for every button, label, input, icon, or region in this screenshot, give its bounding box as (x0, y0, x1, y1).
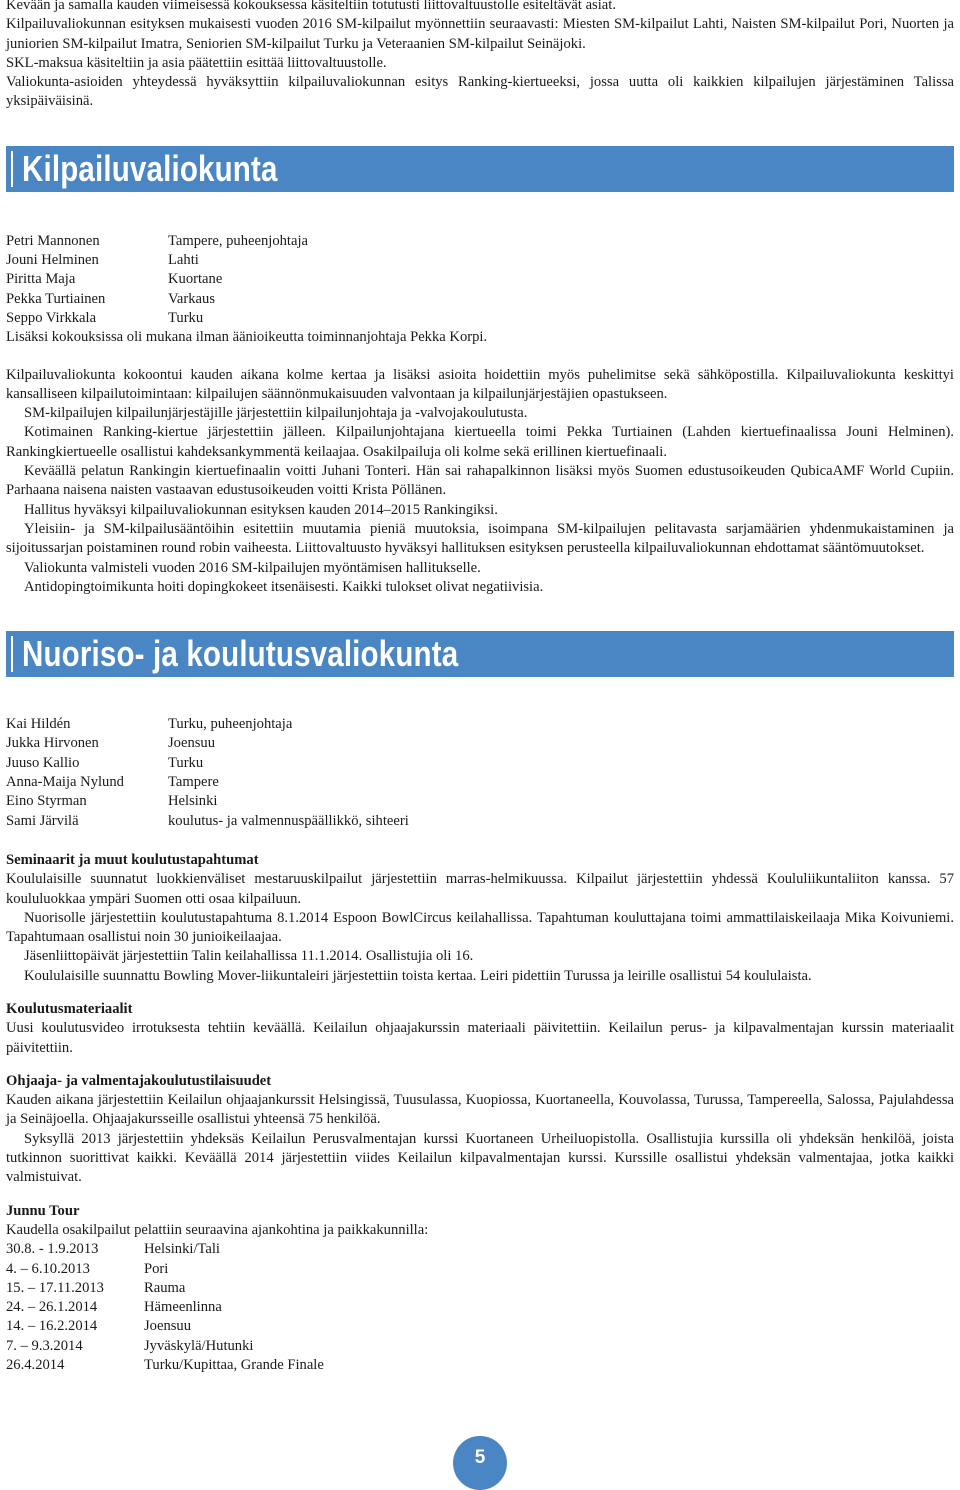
materiaalit-heading: Koulutusmateriaalit (6, 1000, 133, 1017)
member-role: Turku (168, 309, 204, 326)
seminaarit-paragraph: Koululaisille suunnattu Bowling Mover-liikuntaleiri järjestettiin toista kertaa. Leiri pidettiin Turussa ja leirille osallistui 54 koululaista. (24, 967, 812, 984)
junnu-tour-schedule (6, 1240, 954, 1375)
junnu-tour-heading: Junnu Tour (6, 1202, 80, 1219)
member-row (6, 773, 954, 792)
kilpailu-paragraph: Kilpailuvaliokunta kokoontui kauden aikana kolme kertaa ja lisäksi asioita hoidettiin myös puhelimitse sekä sähköpostilla. Kilpailuvaliokunta keskittyi kansalliseen kilpailutoimintaan: kilpailujen säännönmukaisuuden valvontaan ja kilpailunjärjestäjien opastukseen. (6, 366, 954, 402)
event-row (6, 1279, 954, 1298)
kilpailuvaliokunta-heading: Kilpailuvaliokunta (6, 146, 954, 192)
intro-paragraph-1: Kevään ja samalla kauden viimeisessä kokouksessa käsiteltiin totutusti liittovaltuustolle esiteltävät asiat. (6, 0, 616, 13)
seminaarit-paragraph: Nuorisolle järjestettiin koulutustapahtuma 8.1.2014 Espoon BowlCircus keilahallissa. Tapahtuman kouluttajana toimi ammattilaiskeilaaja Mika Koivuniemi. Tapahtumaan osallistui noin 30 junioikeilaajaa. (6, 909, 954, 946)
member-name: Seppo Virkkala (6, 309, 97, 326)
kilpailu-paragraph: Kotimainen Ranking-kiertue järjestettiin jälleen. Kilpailunjohtajana kiertueella toimi Pekka Turtiainen (Lahden kiertuefinaalissa Jouni Helminen). Rankingkiertueelle osallistui kahdeksankymmentä keilaajaa. Osakilpailuja oli kolme sekä erillinen kiertuefinaali. (6, 424, 954, 460)
member-row (6, 251, 954, 270)
event-row (6, 1240, 954, 1259)
event-date: 26.4.2014 (6, 1357, 65, 1374)
seminaarit-heading: Seminaarit ja muut koulutustapahtumat (6, 851, 259, 868)
kilpailu-paragraph: Antidopingtoimikunta hoiti dopingkokeet itsenäisesti. Kaikki tulokset olivat negatiivisia. (24, 578, 544, 595)
ohjaaja-paragraph: Syksyllä 2013 järjestettiin yhdeksäs Keilailun Perusvalmentajan kurssi Kuortaneen Urheiluopistolla. Osallistujia kurssilla oli yhdeksän henkilöä, joista tutkinnon suorittivat kaikki. Keväällä 2014 järjestettiin viides Keilailun kilpavalmentajan kurssi. Kurssille osallistui yhdeksän valmentajaa, jotka kaikki valmistuivat. (6, 1130, 954, 1186)
member-row (6, 754, 954, 773)
intro-paragraph-4: Valiokunta-asioiden yhteydessä hyväksyttiin kilpailuvaliokunnan esitys Ranking-kiertueeksi, jossa uutta oli kaikkien kilpailujen järjestäminen Talissa yksipäiväisinä. (6, 74, 954, 110)
member-row (6, 270, 954, 289)
event-date: 30.8. - 1.9.2013 (6, 1241, 99, 1258)
kilpailu-paragraph: Valiokunta valmisteli vuoden 2016 SM-kilpailujen myöntämisen hallitukselle. (24, 559, 481, 576)
member-name: Petri Mannonen (6, 232, 100, 249)
event-place: Rauma (144, 1279, 186, 1296)
event-date: 7. – 9.3.2014 (6, 1337, 83, 1354)
kilpailu-paragraph: SM-kilpailujen kilpailunjärjestäjille järjestettiin kilpailunjohtaja ja -valvojakoulutusta. (24, 405, 528, 422)
ohjaaja-paragraph: Kauden aikana järjestettiin Keilailun ohjaajankurssit Helsingissä, Tuusulassa, Kuopiossa, Kuortaneella, Kouvolassa, Turussa, Tampereella, Salossa, Pajulahdessa ja Seinäjoella. Ohjaajakursseille osallistui yhteensä 75 henkilöä. (6, 1092, 954, 1128)
member-name: Anna-Maija Nylund (6, 774, 124, 791)
member-role: Kuortane (168, 271, 223, 288)
member-row (6, 232, 954, 251)
junnu-tour-intro: Kaudella osakilpailut pelattiin seuraavina ajankohtina ja paikkakunnilla: (6, 1221, 429, 1238)
nuoriso-member-list (6, 715, 954, 831)
intro-paragraph-2: Kilpailuvaliokunnan esityksen mukaisesti vuoden 2016 SM-kilpailut myönnettiin seuraavasti: Miesten SM-kilpailut Lahti, Naisten SM-kilpailut Pori, Nuorten ja juniorien SM-kilpailut Imatra, Seniorien SM-kilpailut Turku ja Veteraanien SM-kilpailut Seinäjoki. (6, 16, 954, 52)
member-name: Jouni Helminen (6, 252, 99, 269)
seminaarit-paragraph: Jäsenliittopäivät järjestettiin Talin keilahallissa 11.1.2014. Osallistujia oli 16. (24, 948, 474, 965)
materiaalit-paragraph: Uusi koulutusvideo irrotuksesta tehtiin keväällä. Keilailun ohjaajakurssin materiaali päivitettiin. Keilailun perus- ja kilpavalmentajan kurssin materiaalit päivitettiin. (6, 1020, 954, 1056)
member-role: Turku, puheenjohtaja (168, 716, 293, 733)
event-place: Helsinki/Tali (144, 1241, 220, 1258)
member-row (6, 715, 954, 734)
member-role: Lahti (168, 252, 199, 269)
member-role: koulutus- ja valmennuspäällikkö, sihteeri (168, 812, 409, 829)
kilpailu-paragraph: Yleisiin- ja SM-kilpailusääntöihin esitettiin muutamia pieniä muutoksia, isoimpana SM-kilpailujen pelitavasta sarjamäärien yhdenmukaistaminen ja sijoitussarjan poistaminen round robin vaiheesta. Liittovaltuusto hyväksyi hallituksen esityksen perusteella kilpailuvaliokunnan ehdottamat sääntömuutokset. (6, 520, 954, 557)
member-row (6, 309, 954, 328)
document-page (6, 0, 954, 1375)
kilpailu-member-list (6, 232, 954, 328)
event-place: Pori (144, 1260, 169, 1277)
seminaarit-paragraph: Koululaisille suunnatut luokkienväliset mestaruuskilpailut järjestettiin marras-helmikuussa. Kilpailut järjestettiin yhdessä Koululiikuntaliiton kanssa. 57 koululuokkaa ympäri Suomen otti osaa kilpailuun. (6, 871, 954, 907)
member-role: Helsinki (168, 793, 218, 810)
event-row (6, 1298, 954, 1317)
member-role: Tampere, puheenjohtaja (168, 232, 308, 249)
kilpailu-paragraph: Keväällä pelatun Rankingin kiertuefinaalin voitti Juhani Tonteri. Hän sai rahapalkinnon lisäksi myös Suomen edustusoikeuden QubicaAMF World Cupiin. Parhaana naisena naisten vastaavan edustusoikeuden voitti Krista Pöllänen. (6, 463, 954, 499)
event-date: 15. – 17.11.2013 (6, 1279, 104, 1296)
member-name: Jukka Hirvonen (6, 735, 99, 752)
event-place: Joensuu (144, 1318, 192, 1335)
event-row (6, 1260, 954, 1279)
event-date: 24. – 26.1.2014 (6, 1299, 98, 1316)
event-place: Jyväskylä/Hutunki (144, 1337, 254, 1354)
member-row (6, 734, 954, 753)
event-place: Hämeenlinna (144, 1299, 222, 1316)
member-name: Piritta Maja (6, 271, 76, 288)
event-row (6, 1317, 954, 1336)
member-role: Turku (168, 754, 204, 771)
event-row (6, 1337, 954, 1356)
kilpailu-paragraph: Hallitus hyväksyi kilpailuvaliokunnan esityksen kauden 2014–2015 Rankingiksi. (24, 501, 498, 518)
event-place: Turku/Kupittaa, Grande Finale (144, 1357, 324, 1374)
member-row (6, 812, 954, 831)
member-role: Varkaus (168, 290, 216, 307)
member-row (6, 792, 954, 811)
member-role: Joensuu (168, 735, 216, 752)
member-name: Pekka Turtiainen (6, 290, 106, 307)
member-name: Sami Järvilä (6, 812, 79, 829)
member-role: Tampere (168, 774, 219, 791)
member-name: Kai Hildén (6, 716, 71, 733)
page-number: 5 (453, 1436, 507, 1490)
member-row (6, 290, 954, 309)
event-date: 14. – 16.2.2014 (6, 1318, 98, 1335)
intro-paragraph-3: SKL-maksua käsiteltiin ja asia päätettiin esittää liittovaltuustolle. (6, 54, 387, 71)
member-name: Eino Styrman (6, 793, 87, 810)
event-date: 4. – 6.10.2013 (6, 1260, 90, 1277)
ohjaaja-heading: Ohjaaja- ja valmentajakoulutustilaisuudet (6, 1072, 272, 1089)
event-row (6, 1356, 954, 1375)
member-name: Juuso Kallio (6, 754, 80, 771)
kilpailu-note: Lisäksi kokouksissa oli mukana ilman äänioikeutta toiminnanjohtaja Pekka Korpi. (6, 329, 488, 346)
nuorisovaliokunta-heading: Nuoriso- ja koulutusvaliokunta (6, 631, 954, 677)
